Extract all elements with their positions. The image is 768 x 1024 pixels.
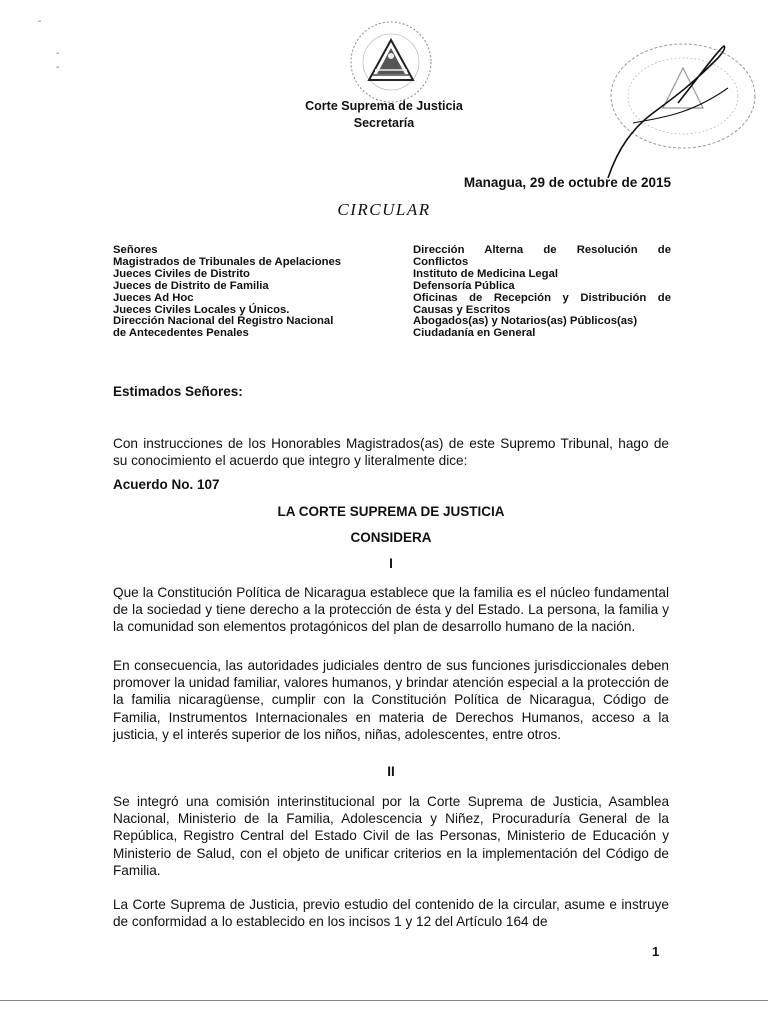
addressee-line: de Antecedentes Penales bbox=[113, 327, 249, 340]
court-heading: LA CORTE SUPREMA DE JUSTICIA bbox=[277, 504, 505, 519]
addressee-line: Instituto de Medicina Legal bbox=[413, 267, 558, 280]
addressee-line: Señores bbox=[113, 244, 158, 256]
section-number-ii: II bbox=[387, 764, 395, 779]
coat-of-arms-seal-icon bbox=[345, 18, 437, 110]
addressee-line: Dirección Nacional del Registro Nacional bbox=[113, 315, 334, 328]
addressee-line: Dirección Alterna de Resolución de bbox=[413, 244, 671, 256]
paragraph-2: En consecuencia, las autoridades judiciales dentro de sus funciones jurisdiccionales deben promover la unidad familiar, valores humanos, y brindar atención especial a la protección de la familia nicaragüense, cumplir con la Constitución Política de Nicaragua, Código de Familia, Instrumentos Internacionales en materia de Derechos Humanos, acceso a la justicia, y el interés superior de los niños, niñas, adolescentes, entre otros. bbox=[113, 658, 669, 742]
addressee-line: Defensoría Pública bbox=[413, 279, 515, 292]
paragraph-4: La Corte Suprema de Justicia, previo estudio del contenido de la circular, asume e instruye de conformidad a lo establecido en los incisos 1 y 12 del Artículo 164 de bbox=[113, 897, 669, 930]
addressee-line: Ciudadanía en General bbox=[413, 327, 536, 340]
date-line: Managua, 29 de octubre de 2015 bbox=[463, 175, 671, 190]
addressees-left bbox=[113, 245, 375, 340]
scan-mark: - bbox=[56, 48, 60, 59]
addressee-line: Jueces Ad Hoc bbox=[113, 291, 194, 304]
institution-name: Corte Suprema de Justicia bbox=[305, 99, 463, 113]
paragraph-1: Que la Constitución Política de Nicaragua establece que la familia es el núcleo fundamental de la sociedad y tiene derecho a la protección de ésta y del Estado. La persona, la familia y la comunidad son elementos protagónicos del plan de desarrollo humano de la nación. bbox=[113, 585, 669, 635]
addressees-right bbox=[413, 245, 671, 340]
scan-mark: - bbox=[38, 16, 42, 27]
addressee-line: Jueces Civiles Locales y Únicos. bbox=[113, 303, 290, 316]
page-bottom-edge bbox=[0, 1000, 768, 1001]
section-number-i: I bbox=[389, 556, 393, 571]
addressee-line: Magistrados de Tribunales de Apelaciones bbox=[113, 255, 342, 268]
office-name: Secretaría bbox=[353, 116, 415, 130]
addressee-line: Oficinas de Recepción y Distribución de bbox=[413, 291, 671, 304]
considera-heading: CONSIDERA bbox=[350, 530, 432, 545]
institution-header bbox=[0, 98, 768, 132]
page-number: 1 bbox=[652, 944, 660, 959]
paragraph-3: Se integró una comisión interinstitucional por la Corte Suprema de Justicia, Asamblea Nacional, Ministerio de la Familia, Adolescencia y Niñez, Procuraduría General de la República, Registro Central del Estado Civil de las Personas, Ministerio de Educación y Ministerio de Salud, con el objeto de unificar criterios en la implementación del Código de Familia. bbox=[113, 794, 669, 878]
addressee-line: Causas y Escritos bbox=[413, 303, 511, 316]
addressee-line: Conflictos bbox=[413, 255, 469, 268]
document-title: CIRCULAR bbox=[337, 200, 431, 219]
intro-paragraph: Con instrucciones de los Honorables Magistrados(as) de este Supremo Tribunal, hago de su conocimiento el acuerdo que integro y literalmente dice: bbox=[113, 436, 669, 469]
addressee-line: Abogados(as) y Notarios(as) Públicos(as) bbox=[413, 315, 638, 328]
agreement-number: Acuerdo No. 107 bbox=[113, 477, 220, 492]
addressee-line: Jueces de Distrito de Familia bbox=[113, 279, 269, 292]
scan-mark: - bbox=[56, 62, 60, 73]
addressee-line: Jueces Civiles de Distrito bbox=[113, 267, 250, 280]
greeting: Estimados Señores: bbox=[113, 384, 243, 399]
